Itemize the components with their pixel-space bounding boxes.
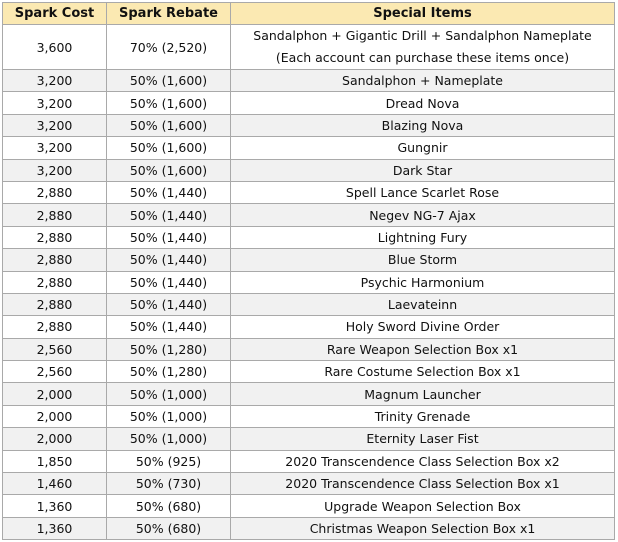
- special-items-cell: Lightning Fury: [231, 226, 615, 248]
- special-items-cell: Blazing Nova: [231, 114, 615, 136]
- table-row: [3, 383, 615, 405]
- special-items-cell: Magnum Launcher: [231, 383, 615, 405]
- spark-rebate-cell: 50% (730): [107, 473, 231, 495]
- table-row: [3, 450, 615, 472]
- table-row: [3, 517, 615, 539]
- spark-cost-cell: 2,880: [3, 226, 107, 248]
- header-row: [3, 3, 615, 25]
- special-items-cell: Blue Storm: [231, 249, 615, 271]
- spark-items-table: [2, 2, 615, 540]
- special-items-cell: Laevateinn: [231, 293, 615, 315]
- table-row: [3, 495, 615, 517]
- spark-cost-cell: 1,850: [3, 450, 107, 472]
- spark-cost-cell: 2,880: [3, 271, 107, 293]
- spark-cost-cell: 3,200: [3, 137, 107, 159]
- spark-rebate-cell: 50% (1,440): [107, 249, 231, 271]
- table-row: [3, 405, 615, 427]
- spark-cost-cell: 2,000: [3, 383, 107, 405]
- spark-cost-cell: 3,200: [3, 70, 107, 92]
- special-items-cell: Rare Costume Selection Box x1: [231, 361, 615, 383]
- table-row: [3, 70, 615, 92]
- table-row: [3, 338, 615, 360]
- spark-rebate-cell: 50% (1,600): [107, 92, 231, 114]
- table-row: [3, 316, 615, 338]
- special-items-cell: Christmas Weapon Selection Box x1: [231, 517, 615, 539]
- spark-rebate-cell: 50% (1,440): [107, 271, 231, 293]
- special-items-cell: Eternity Laser Fist: [231, 428, 615, 450]
- spark-rebate-cell: 50% (1,600): [107, 114, 231, 136]
- table-row: [3, 226, 615, 248]
- special-items-cell: Holy Sword Divine Order: [231, 316, 615, 338]
- table-row: [3, 204, 615, 226]
- table-row: [3, 473, 615, 495]
- spark-cost-cell: 2,000: [3, 428, 107, 450]
- special-items-cell: Spell Lance Scarlet Rose: [231, 181, 615, 203]
- spark-cost-cell: 3,200: [3, 159, 107, 181]
- spark-cost-cell: 3,200: [3, 114, 107, 136]
- spark-rebate-cell: 50% (1,600): [107, 159, 231, 181]
- spark-rebate-cell: 50% (680): [107, 495, 231, 517]
- spark-cost-cell: 1,360: [3, 495, 107, 517]
- special-items-cell: Dread Nova: [231, 92, 615, 114]
- spark-cost-cell: 2,880: [3, 293, 107, 315]
- header-special-items: Special Items: [231, 3, 615, 25]
- spark-rebate-cell: 50% (1,000): [107, 383, 231, 405]
- special-items-cell: Trinity Grenade: [231, 405, 615, 427]
- special-items-cell: 2020 Transcendence Class Selection Box x1: [231, 473, 615, 495]
- header-spark-cost: Spark Cost: [3, 3, 107, 25]
- spark-rebate-cell: 50% (1,440): [107, 293, 231, 315]
- spark-cost-cell: 2,880: [3, 316, 107, 338]
- header-spark-rebate: Spark Rebate: [107, 3, 231, 25]
- table-row: [3, 159, 615, 181]
- special-item-note: (Each account can purchase these items once): [275, 50, 570, 65]
- spark-cost-cell: 2,880: [3, 249, 107, 271]
- spark-rebate-cell: 50% (1,440): [107, 316, 231, 338]
- spark-rebate-cell: 50% (1,280): [107, 338, 231, 360]
- special-item-line: Sandalphon + Gigantic Drill + Sandalphon Nameplate: [253, 28, 592, 43]
- spark-rebate-cell: 50% (1,280): [107, 361, 231, 383]
- spark-rebate-cell: 50% (925): [107, 450, 231, 472]
- special-items-cell: [231, 25, 615, 70]
- special-items-cell: 2020 Transcendence Class Selection Box x2: [231, 450, 615, 472]
- table-row: [3, 249, 615, 271]
- spark-cost-cell: 2,880: [3, 181, 107, 203]
- spark-rebate-cell: 50% (1,600): [107, 137, 231, 159]
- spark-rebate-cell: 50% (1,440): [107, 181, 231, 203]
- spark-rebate-cell: 50% (680): [107, 517, 231, 539]
- table-row: [3, 271, 615, 293]
- special-items-cell: Upgrade Weapon Selection Box: [231, 495, 615, 517]
- special-items-cell: Negev NG-7 Ajax: [231, 204, 615, 226]
- spark-rebate-cell: 50% (1,000): [107, 405, 231, 427]
- table-row: [3, 114, 615, 136]
- special-items-cell: Rare Weapon Selection Box x1: [231, 338, 615, 360]
- table-row: [3, 293, 615, 315]
- spark-rebate-cell: 50% (1,440): [107, 226, 231, 248]
- table-row: [3, 137, 615, 159]
- special-items-cell: Dark Star: [231, 159, 615, 181]
- table-row: [3, 361, 615, 383]
- spark-cost-cell: 3,600: [3, 25, 107, 70]
- special-items-cell: Psychic Harmonium: [231, 271, 615, 293]
- spark-rebate-cell: 70% (2,520): [107, 25, 231, 70]
- special-items-cell: Gungnir: [231, 137, 615, 159]
- special-items-cell: Sandalphon + Nameplate: [231, 70, 615, 92]
- spark-rebate-cell: 50% (1,440): [107, 204, 231, 226]
- spark-cost-cell: 1,360: [3, 517, 107, 539]
- table-row: [3, 428, 615, 450]
- table-row: [3, 92, 615, 114]
- spark-cost-cell: 2,880: [3, 204, 107, 226]
- table-row: [3, 181, 615, 203]
- spark-rebate-cell: 50% (1,000): [107, 428, 231, 450]
- spark-cost-cell: 3,200: [3, 92, 107, 114]
- table-row: [3, 25, 615, 70]
- spark-cost-cell: 1,460: [3, 473, 107, 495]
- spark-cost-cell: 2,560: [3, 361, 107, 383]
- spark-cost-cell: 2,000: [3, 405, 107, 427]
- spark-rebate-cell: 50% (1,600): [107, 70, 231, 92]
- spark-cost-cell: 2,560: [3, 338, 107, 360]
